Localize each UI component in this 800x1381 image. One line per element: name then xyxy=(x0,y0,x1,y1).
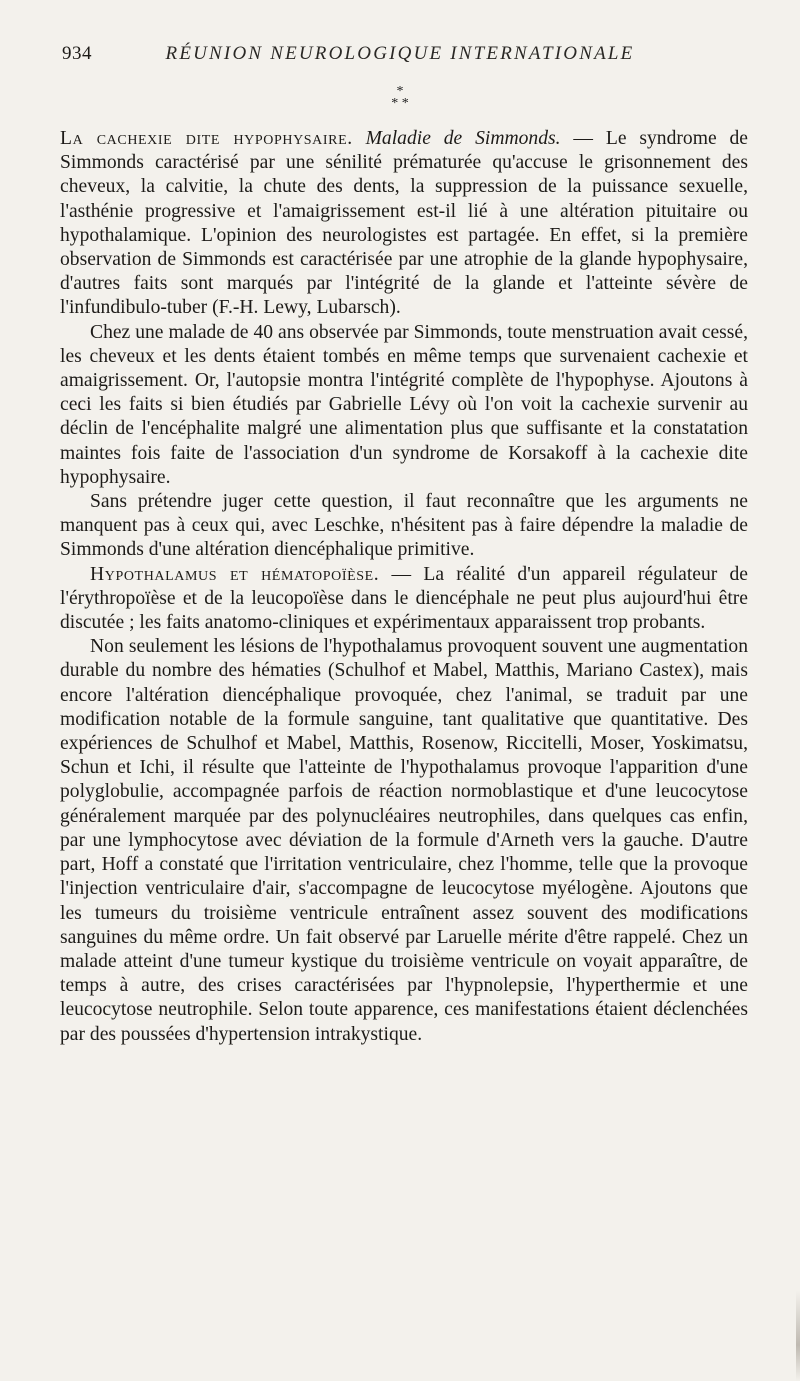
section-heading-hematopoiesis: Hypothalamus et hématopoïèse. xyxy=(90,563,380,585)
paragraph: Sans prétendre juger cette question, il faut reconnaître que les arguments ne manquent pas à ceux qui, avec Leschke, n'hésitent pas à faire dépendre la maladie de Simmonds d'une altération diencéphalique primitive. xyxy=(60,491,748,561)
section-subheading-simmonds: Maladie de Simmonds. xyxy=(365,128,561,149)
asterism-ornament xyxy=(0,86,800,110)
section-heading-simmonds: La cachexie dite hypophysaire. xyxy=(60,128,353,149)
asterism-top: * xyxy=(396,84,404,99)
body-text xyxy=(60,127,748,1047)
page-number: 934 xyxy=(62,43,92,64)
paragraph-text: — La réalité d'un appareil régulateur de l'érythropoïèse et de la leucopoïèse dans le diencéphale ne peut plus aujourd'hui être discutée ; les faits anatomo-cliniques et expérimentaux apparaissent trop probants. xyxy=(60,563,748,634)
page-edge-shadow xyxy=(796,1291,800,1381)
section-hematopoiesis-paragraph xyxy=(60,563,748,636)
paragraph: Chez une malade de 40 ans observée par Simmonds, toute menstruation avait cessé, les cheveux et les dents étaient tombés en même temps que survenaient cachexie et amaigrissement. Or, l'autopsie montra l'intégrité complète de l'hypophyse. Ajoutons à ceci les faits si bien étudiés par Gabrielle Lévy où l'on voit la cachexie survenir au déclin de l'encéphalite malgré une alimentation plus que suffisante et la constatation maintes fois faite de l'association d'un syndrome de Korsakoff à la cachexie dite hypophysaire. xyxy=(60,321,748,488)
running-head xyxy=(58,40,742,68)
paragraph-text: — Le syndrome de Simmonds caractérisé par une sénilité prématurée qu'accuse le grisonnement des cheveux, la calvitie, la chute des dents, la suppression de la puissance sexuelle, l'asthénie progressive et l'amaigrissement est-il lié à une altération pituitaire ou hypothalamique. L'opinion des neurologistes est partagée. En effet, si la première observation de Simmonds est caractérisée par une atrophie de la glande hypophysaire, d'autres faits sont marqués par l'intégrité de la glande et l'atteinte sévère de l'infundibulo-tuber (F.-H. Lewy, Lubarsch). xyxy=(60,128,748,319)
paragraph: Non seulement les lésions de l'hypothalamus provoquent souvent une augmentation durable du nombre des hématies (Schulhof et Mabel, Matthis, Mariano Castex), mais encore l'altération diencéphalique provoquée, chez l'animal, se traduit par une modification notable de la formule sanguine, tant qualitative que quantitative. Des expériences de Schulhof et Mabel, Matthis, Rosenow, Riccitelli, Moser, Yoskimatsu, Schun et Ichi, il résulte que l'atteinte de l'hypothalamus provoque l'apparition d'une polyglobulie, accompagnée parfois de réaction normoblastique et d'une leucocytose généralement marquée par des polynucléaires neutrophiles, dans quelques cas enfin, par une lymphocytose avec déviation de la formule d'Arneth vers la gauche. D'autre part, Hoff a constaté que l'irritation ventriculaire, chez l'homme, telle que la provoque l'injection ventriculaire d'air, s'accompagne de leucocytose myélogène. Ajoutons que les tumeurs du troisième ventricule entraînent assez souvent des modifications sanguines du même ordre. Un fait observé par Laruelle mérite d'être rappelé. Chez un malade atteint d'une tumeur kystique du troisième ventricule on voyait apparaître, de temps à autre, des crises caractérisées par l'hypnolepsie, l'hyperthermie et une leucocytose neutrophile. Selon toute apparence, ces manifestations étaient déclenchées par des poussées d'hypertension intrakystique. xyxy=(60,636,748,1045)
section-simmonds-paragraph xyxy=(60,127,748,321)
running-title: RÉUNION NEUROLOGIQUE INTERNATIONALE xyxy=(165,43,635,64)
asterism-bottom: * * xyxy=(391,96,409,111)
